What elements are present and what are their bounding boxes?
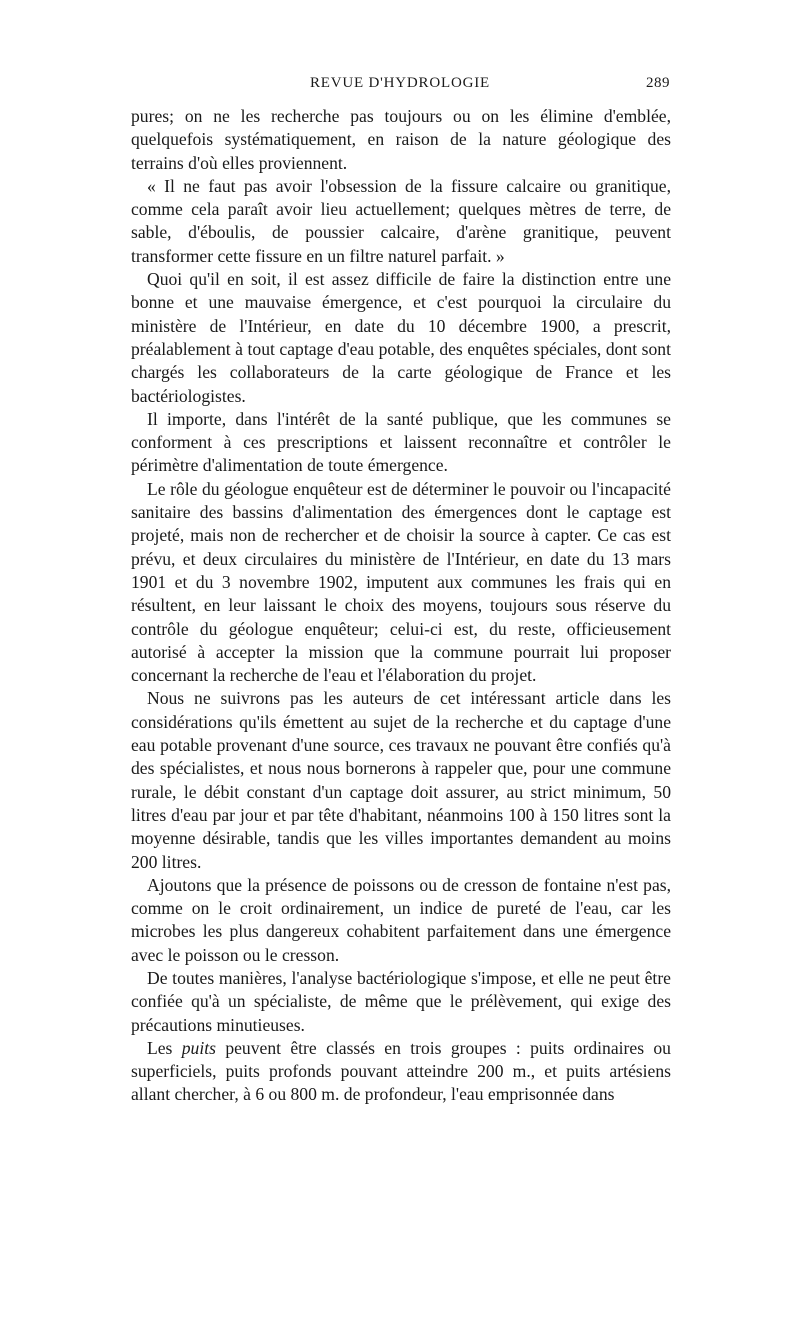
running-title: REVUE D'HYDROLOGIE — [309, 75, 490, 91]
body-text — [131, 105, 671, 1107]
page-number: 289 — [646, 75, 670, 91]
paragraph-continuation: pures; on ne les recherche pas toujours ou on les élimine d'emblée, quelquefois systématiquement, en raison de la nature géologique des terrains d'où elles proviennent. — [131, 106, 671, 173]
paragraph-lead: Les — [147, 1037, 182, 1058]
paragraph: Le rôle du géologue enquêteur est de déterminer le pouvoir ou l'incapacité sanitaire des bassins d'alimentation des émergences dont le captage est projeté, mais non de rechercher et de choisir la source à capter. Ce cas est prévu, et deux circulaires du ministère de l'Intérieur, en date du 13 mars 1901 et du 3 novembre 1902, imputent aux communes les frais qui en résultent, en leur laissant le choix des moyens, toujours sous réserve du contrôle du géologue enquêteur; celui-ci est, du reste, officieusement autorisé à accepter la mission que la commune pourrait lui proposer concernant la recherche de l'eau et l'élaboration du projet. — [131, 478, 671, 686]
paragraph-quote: « Il ne faut pas avoir l'obsession de la fissure calcaire ou granitique, comme cela paraît avoir lieu actuellement; quelques mètres de terre, de sable, d'éboulis, de poussier calcaire, d'arène granitique, peuvent transformer cette fissure en un filtre naturel parfait. » — [131, 175, 671, 266]
running-head — [0, 75, 800, 97]
paragraph: Ajoutons que la présence de poissons ou de cresson de fontaine n'est pas, comme on le croit ordinairement, un indice de pureté de l'eau, car les microbes les plus dangereux cohabitent parfaitement dans une émergence avec le poisson ou le cresson. — [131, 874, 671, 965]
paragraph: Quoi qu'il en soit, il est assez difficile de faire la distinction entre une bonne et une mauvaise émergence, et c'est pourquoi la circulaire du ministère de l'Intérieur, en date du 10 décembre 1900, a prescrit, préalablement à tout captage d'eau potable, des enquêtes spéciales, dont sont chargés les collaborateurs de la carte géologique de France et les bactériologistes. — [131, 269, 671, 406]
paragraph-puits — [131, 1037, 671, 1107]
italic-term: puits — [181, 1037, 216, 1058]
paragraph: De toutes manières, l'analyse bactériologique s'impose, et elle ne peut être confiée qu'à un spécialiste, de même que le prélèvement, qui exige des précautions minutieuses. — [131, 967, 671, 1035]
paragraph: Nous ne suivrons pas les auteurs de cet intéressant article dans les considérations qu'ils émettent au sujet de la recherche et du captage d'une eau potable provenant d'une source, ces travaux ne pouvant être confiés qu'à des spécialistes, et nous nous bornerons à rappeler que, pour une commune rurale, le débit constant d'un captage doit assurer, au strict minimum, 50 litres d'eau par jour et par tête d'habitant, néanmoins 100 à 150 litres sont la moyenne désirable, tandis que les villes importantes demandent au moins 200 litres. — [131, 688, 671, 872]
paragraph: Il importe, dans l'intérêt de la santé publique, que les communes se conforment à ces prescriptions et laissent reconnaître et contrôler le périmètre d'alimentation de toute émergence. — [131, 408, 671, 476]
paragraph-rest: peuvent être classés en trois groupes : puits ordinaires ou superficiels, puits profonds pouvant atteindre 200 m., et puits artésiens allant chercher, à 6 ou 800 m. de profondeur, l'eau emprisonnée dans — [131, 1037, 671, 1105]
